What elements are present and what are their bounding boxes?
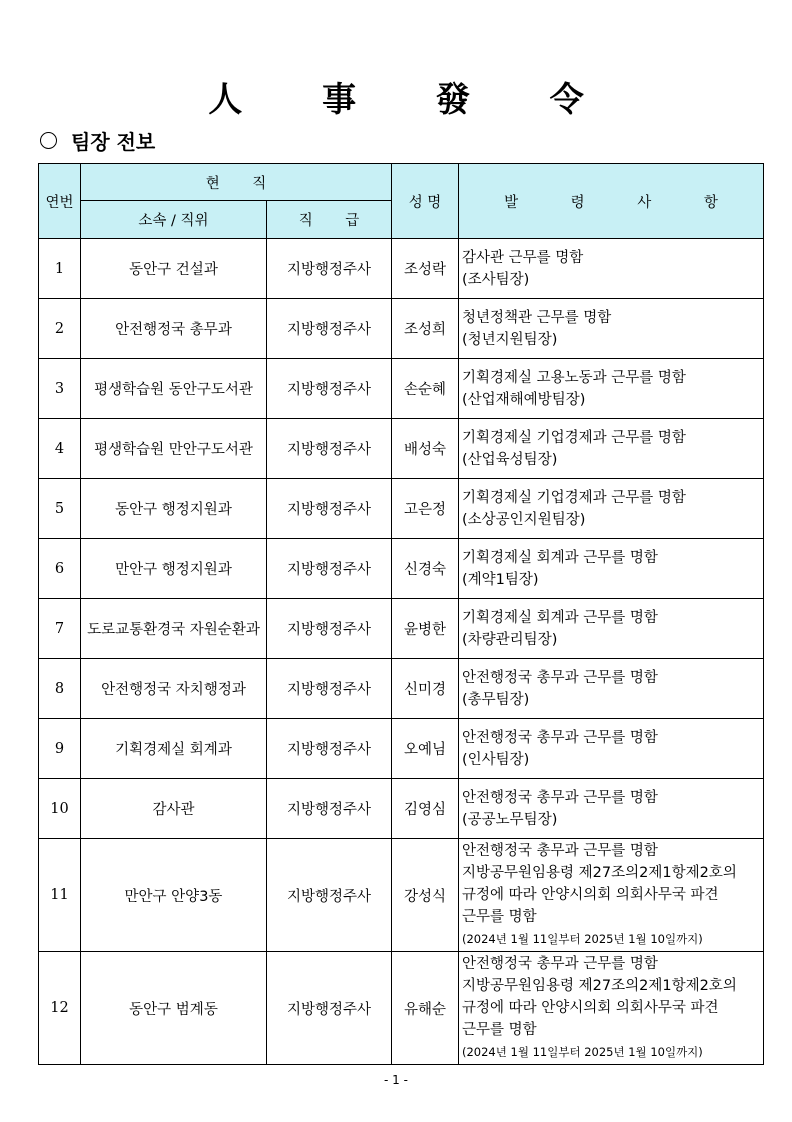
header-no: 연번 [39,164,81,239]
cell-affiliation: 동안구 건설과 [81,239,267,299]
cell-name: 신미경 [392,659,459,719]
cell-name: 조성희 [392,299,459,359]
cell-affiliation: 동안구 범계동 [81,952,267,1065]
cell-affiliation: 평생학습원 만안구도서관 [81,419,267,479]
cell-no: 8 [39,659,81,719]
order-line: (차량관리팀장) [462,631,558,648]
cell-grade: 지방행정주사 [267,239,392,299]
order-line: (소상공인지원팀장) [462,511,586,528]
order-line: 기획경제실 회계과 근무를 명함 [462,549,658,566]
cell-order [459,239,764,299]
cell-grade: 지방행정주사 [267,839,392,952]
cell-affiliation: 평생학습원 동안구도서관 [81,359,267,419]
cell-name: 고은정 [392,479,459,539]
document-title: 人 事 發 令 [208,80,618,120]
table-row [39,839,764,952]
cell-no: 4 [39,419,81,479]
order-line: 청년정책관 근무를 명함 [462,309,612,326]
cell-grade: 지방행정주사 [267,779,392,839]
cell-no: 11 [39,839,81,952]
order-line: 안전행정국 총무과 근무를 명함 [462,789,658,806]
order-line: 규정에 따라 안양시의회 의회사무국 파견 [462,887,719,903]
table-row [39,479,764,539]
cell-name: 윤병한 [392,599,459,659]
cell-affiliation: 만안구 안양3동 [81,839,267,952]
order-line: 근무를 명함 [462,1022,537,1038]
cell-order [459,419,764,479]
cell-order [459,359,764,419]
cell-no: 3 [39,359,81,419]
cell-affiliation: 도로교통환경국 자원순환과 [81,599,267,659]
cell-order [459,839,764,952]
cell-affiliation: 만안구 행정지원과 [81,539,267,599]
table-row [39,599,764,659]
order-line: (인사팀장) [462,751,530,768]
table-row [39,779,764,839]
section-heading [40,126,155,155]
order-line: 지방공무원임용령 제27조의2제1항제2호의 [462,978,737,994]
cell-no: 10 [39,779,81,839]
cell-grade: 지방행정주사 [267,299,392,359]
cell-no: 12 [39,952,81,1065]
cell-order [459,779,764,839]
cell-no: 1 [39,239,81,299]
table-row [39,719,764,779]
cell-no: 7 [39,599,81,659]
order-line: (공공노무팀장) [462,811,558,828]
order-line: 감사관 근무를 명함 [462,249,584,266]
personnel-table [38,163,764,1065]
cell-name: 강성식 [392,839,459,952]
cell-no: 2 [39,299,81,359]
order-line: (청년지원팀장) [462,331,558,348]
cell-grade: 지방행정주사 [267,719,392,779]
header-order: 발 령 사 항 [459,164,764,239]
cell-affiliation: 기획경제실 회계과 [81,719,267,779]
cell-grade: 지방행정주사 [267,479,392,539]
order-line: 안전행정국 총무과 근무를 명함 [462,729,658,746]
order-line: 안전행정국 총무과 근무를 명함 [462,669,658,686]
cell-order [459,659,764,719]
header-name: 성 명 [392,164,459,239]
cell-grade: 지방행정주사 [267,599,392,659]
table-row [39,419,764,479]
cell-name: 김영심 [392,779,459,839]
header-affiliation: 소속 / 직위 [81,201,267,239]
order-line: 기획경제실 회계과 근무를 명함 [462,609,658,626]
order-period-note: (2024년 1월 11일부터 2025년 1월 10일까지) [462,1045,703,1059]
table-row [39,359,764,419]
cell-grade: 지방행정주사 [267,419,392,479]
cell-affiliation: 동안구 행정지원과 [81,479,267,539]
table-row [39,539,764,599]
header-grade: 직 급 [267,201,392,239]
order-line: 지방공무원임용령 제27조의2제1항제2호의 [462,865,737,881]
order-line: (계약1팀장) [462,571,539,588]
cell-order [459,952,764,1065]
cell-name: 손순혜 [392,359,459,419]
order-line: 근무를 명함 [462,909,537,925]
cell-grade: 지방행정주사 [267,539,392,599]
table-row [39,239,764,299]
order-line: (조사팀장) [462,271,530,288]
cell-affiliation: 안전행정국 자치행정과 [81,659,267,719]
cell-no: 9 [39,719,81,779]
cell-order [459,299,764,359]
cell-name: 신경숙 [392,539,459,599]
cell-affiliation: 감사관 [81,779,267,839]
cell-order [459,719,764,779]
table-row [39,952,764,1065]
order-line: 규정에 따라 안양시의회 의회사무국 파견 [462,1000,719,1016]
order-period-note: (2024년 1월 11일부터 2025년 1월 10일까지) [462,932,703,946]
cell-grade: 지방행정주사 [267,659,392,719]
order-line: (산업재해예방팀장) [462,391,586,408]
section-label: 팀장 전보 [71,130,156,154]
cell-name: 배성숙 [392,419,459,479]
cell-name: 조성락 [392,239,459,299]
cell-no: 5 [39,479,81,539]
table-row [39,299,764,359]
cell-name: 오예님 [392,719,459,779]
cell-no: 6 [39,539,81,599]
circle-bullet-icon [40,132,57,149]
order-line: 기획경제실 고용노동과 근무를 명함 [462,369,686,386]
order-line: 안전행정국 총무과 근무를 명함 [462,956,658,972]
order-line: 안전행정국 총무과 근무를 명함 [462,843,658,859]
cell-order [459,479,764,539]
table-body [39,239,764,1065]
cell-grade: 지방행정주사 [267,952,392,1065]
order-line: (총무팀장) [462,691,530,708]
cell-order [459,539,764,599]
cell-name: 유해순 [392,952,459,1065]
page-number: - 1 - [384,1073,408,1087]
order-line: 기획경제실 기업경제과 근무를 명함 [462,429,686,446]
table-row [39,659,764,719]
header-current-position: 현 직 [81,164,392,201]
cell-order [459,599,764,659]
order-line: 기획경제실 기업경제과 근무를 명함 [462,489,686,506]
cell-grade: 지방행정주사 [267,359,392,419]
order-line: (산업육성팀장) [462,451,558,468]
cell-affiliation: 안전행정국 총무과 [81,299,267,359]
